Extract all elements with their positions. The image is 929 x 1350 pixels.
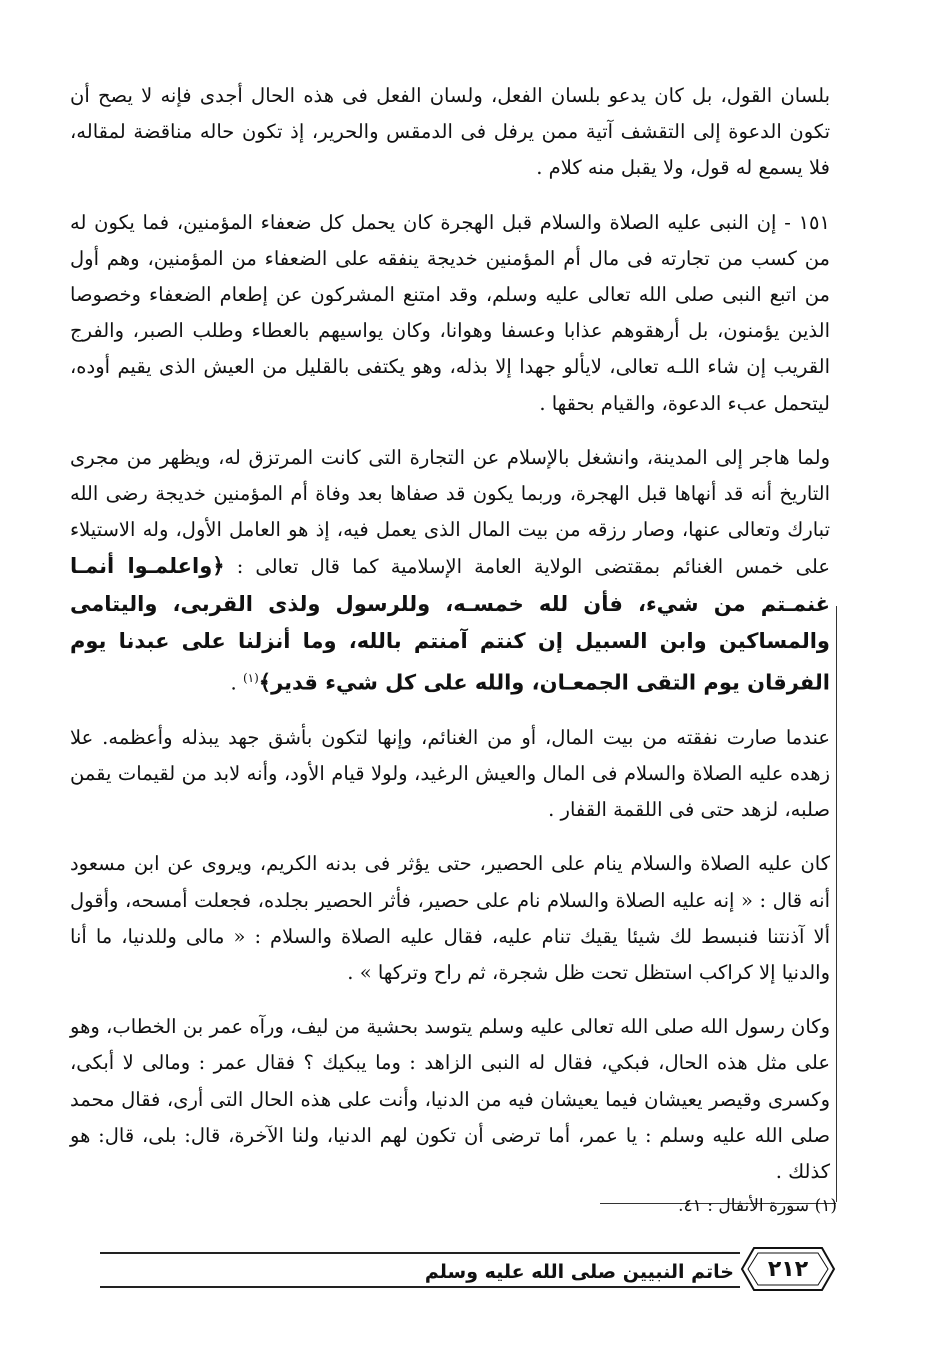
- paragraph-5: كان عليه الصلاة والسلام ينام على الحصير، حتى يؤثر فى بدنه الكريم، ويروى عن ابن مسعود أنه قال : « إنه عليه الصلاة والسلام نام على حصير، فأثر الحصير بجلده، فجعلت أمسحه، وأقول ألا آذنتنا فنبسط لك شيئا يقيك تنام عليه، فقال عليه الصلاة والسلام : « مالى وللدنيا، ما أنا والدنيا إلا كراكب استظل تحت ظل شجرة، ثم راح وتركها » .: [70, 852, 830, 984]
- paragraph-1: بلسان القول، بل كان يدعو بلسان الفعل، ولسان الفعل فى هذه الحال أجدى فإنه لا يصح أن تكون الدعوة إلى التقشف آتية ممن يرفل فى الدمقس والحرير، إذ تكون حاله مناقضة لمقاله، فلا يسمع له قول، ولا يقبل منه كلام .: [70, 84, 830, 180]
- paragraph-3: [70, 440, 830, 702]
- footnote: (١) سورة الأنفال : ٤١.: [678, 1196, 837, 1216]
- footer-rule-bottom: [100, 1286, 740, 1288]
- page-number: ٢١٢: [767, 1256, 809, 1282]
- paragraph-6: وكان رسول الله صلى الله تعالى عليه وسلم يتوسد بحشية من ليف، ورآه عمر بن الخطاب، وهو على مثل هذه الحال، فبكي، فقال له النبى الزاهد : وما يبكيك ؟ فقال عمر : ومالى لا أبكى، وكسرى وقيصر يعيشان فيما يعيشان فيه من الدنيا، وأنت على هذه الحال التى أرى، فقال محمد صلى الله عليه وسلم : يا عمر، أما ترضى أن تكون لهم الدنيا، ولنا الآخرة، قال: بلى، قال: هو كذلك .: [70, 1015, 830, 1183]
- footnote-ref: (١): [242, 671, 259, 686]
- paragraph-3-text: ولما هاجر إلى المدينة، وانشغل بالإسلام عن التجارة التى كانت المرتزق له، ويظهر من مجرى التاريخ أنه قد أنهاها قبل الهجرة، وربما يكون قد صفاها بعد وفاة أم المؤمنين خديجة رضى الله تبارك وتعالى عنها، وصار رزقه من بيت المال الذى يعمل فيه، إذ هو العامل الأول، وله الاستيلاء على خمس الغنائم بمقتضى الولاية العامة الإسلامية كما قال تعالى :: [70, 445, 830, 579]
- page-number-badge: [740, 1244, 836, 1294]
- quran-verse: ﴿واعلمـوا أنمـا غنمـتم من شيء، فأن لله خمسـه، وللرسول ولذى القربى، واليتامى والمساكين وابن السبيل إن كنتم آمنتم بالله، وما أنزلنا على عبدنا يوم الفرقان يوم التقى الجمعـان، والله على كل شيء قدير﴾: [70, 554, 830, 695]
- paragraph-2: ١٥١ - إن النبى عليه الصلاة والسلام قبل الهجرة كان يحمل كل ضعفاء المؤمنين، فما يكون له من كسب من تجارته فى مال أم المؤمنين خديجة ينفقه على الضعفاء من المؤمنين، وهم أول من اتبع النبى صلى الله تعالى عليه وسلم، وقد امتنع المشركون عن إطعام الضعفاء وخصوصا الذين يؤمنون، بل أرهقوهم عذابا وعسفا وهوانا، وكان يواسيهم بالعطاء وطلب الصبر، والفرج القريب إن شاء اللـه تعالى، لايألو جهدا إلا بذله، وهو يكتفى بالقليل من العيش الذى يقيم أوده، ليتحمل عبء الدعوة، والقيام بحقها .: [70, 210, 830, 415]
- page-body: [70, 78, 830, 1190]
- paragraph-4: عندما صارت نفقته من بيت المال، أو من الغنائم، وإنها لتكون بأشق جهد يبذله وأعظمه. علا زهده عليه الصلاة والسلام فى المال والعيش الرغيد، ولولا قيام الأود، وأنه لابد من لقيمات يقمن صلبه، لزهد حتى فى اللقمة القفار .: [70, 725, 830, 822]
- footer-rule-top: [100, 1252, 740, 1254]
- margin-rule: [836, 606, 837, 1202]
- paragraph-3-end: .: [230, 671, 243, 695]
- book-title: خاتم النبيين صلى الله عليه وسلم: [424, 1261, 734, 1283]
